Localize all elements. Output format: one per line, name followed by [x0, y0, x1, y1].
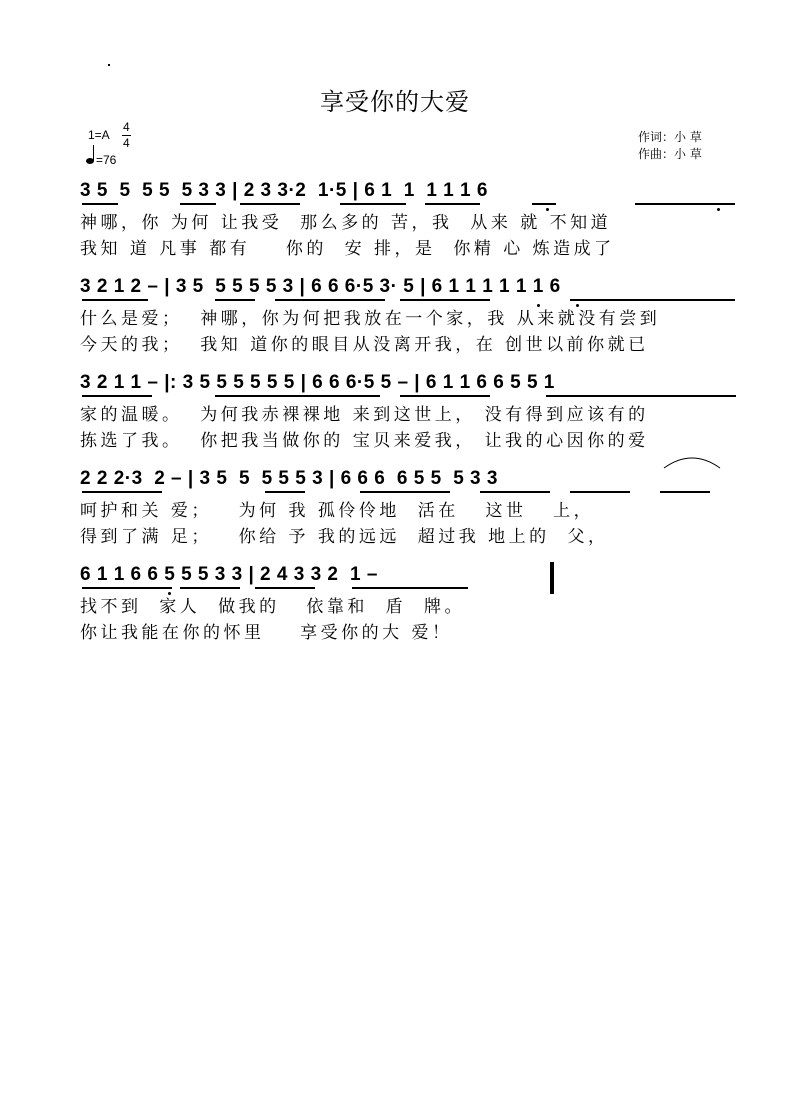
quarter-note-icon: [86, 158, 94, 164]
beam: [546, 395, 736, 397]
lyrics-verse-1: 找不到 家人 做我的 依靠和 盾 牌。: [80, 597, 465, 617]
lyrics-verse-2: 拣选了我。 你把我当做你的 宝贝来爱我， 让我的心因你的爱: [80, 431, 649, 451]
lyrics-verse-1: 神哪，你 为何 让我受 那么多的 苦，我 从来 就 不知道: [80, 213, 612, 233]
beam: [570, 491, 630, 493]
composer-credit: 作曲：小 草: [638, 147, 702, 161]
lyricist-credit: 作词：小 草: [638, 130, 702, 144]
lyrics-verse-1: 呵护和关 爱； 为何 我 孤伶伶地 活在 这世 上，: [80, 501, 595, 521]
tempo-value: =76: [96, 153, 117, 167]
slur-icon: [662, 454, 722, 470]
notation-line: 3 5 5 5 5 5 3 3 | 2 3 3·2 1·5 | 6 1 1 1 1 1 6: [80, 180, 488, 201]
lyrics-verse-1: 家的温暖。 为何我赤裸裸地 来到这世上， 没有得到应该有的: [80, 405, 649, 425]
notation-line: 3 2 1 2 – | 3 5 5 5 5 5 3 | 6 6 6·5 3· 5 | 6 1 1 1 1 1 1 6: [80, 276, 561, 297]
notation-line: 3 2 1 1 – |: 3 5 5 5 5 5 5 | 6 6 6·5 5 – | 6 1 1 6 6 5 5 1: [80, 372, 555, 393]
beam: [400, 299, 490, 301]
beam: [82, 587, 172, 589]
beam: [82, 491, 162, 493]
final-barline: [550, 562, 554, 594]
beam: [180, 587, 240, 589]
song-title: 享受你的大爱: [320, 88, 470, 116]
time-numerator: 4: [123, 120, 130, 134]
beam: [240, 203, 300, 205]
beam: [82, 299, 148, 301]
time-denominator: 4: [123, 136, 130, 150]
beam: [215, 299, 255, 301]
beam: [265, 491, 305, 493]
time-signature: [122, 120, 131, 151]
beam: [480, 491, 550, 493]
beam: [425, 203, 480, 205]
lyrics-verse-2: 今天的我； 我知 道你的眼目从没离开我，在 创世以前你就已: [80, 335, 649, 355]
beam: [82, 203, 118, 205]
beam: [215, 395, 380, 397]
beam: [82, 395, 152, 397]
beam: [352, 587, 468, 589]
beam: [275, 299, 385, 301]
lyrics-verse-2: 我知 道 凡事 都有 你的 安 排，是 你精 心 炼造成了: [80, 239, 615, 259]
beam: [635, 203, 735, 205]
lyrics-verse-1: 什么是爱； 神哪，你为何把我放在一个家，我 从来就没有尝到: [80, 309, 661, 329]
tempo-mark: [86, 153, 116, 167]
notation-line: 2 2 2·3 2 – | 3 5 5 5 5 5 3 | 6 6 6 6 5 5 5 3 3: [80, 468, 498, 489]
beam: [570, 299, 735, 301]
stray-mark: [108, 64, 110, 66]
lyrics-verse-2: 得到了满 足； 你给 予 我的远远 超过我 地上的 父，: [80, 527, 609, 547]
beam: [400, 395, 490, 397]
beam: [255, 587, 315, 589]
beam: [340, 203, 406, 205]
beam: [360, 491, 450, 493]
lyrics-verse-2: 你让我能在你的怀里 享受你的大 爱！: [80, 623, 453, 643]
notation-line: 6 1 1 6 6 5 5 5 3 3 | 2 4 3 3 2 1 –: [80, 564, 378, 585]
beam: [532, 203, 556, 205]
key-signature: 1=A: [88, 128, 110, 142]
beam: [180, 203, 216, 205]
beam: [660, 491, 710, 493]
